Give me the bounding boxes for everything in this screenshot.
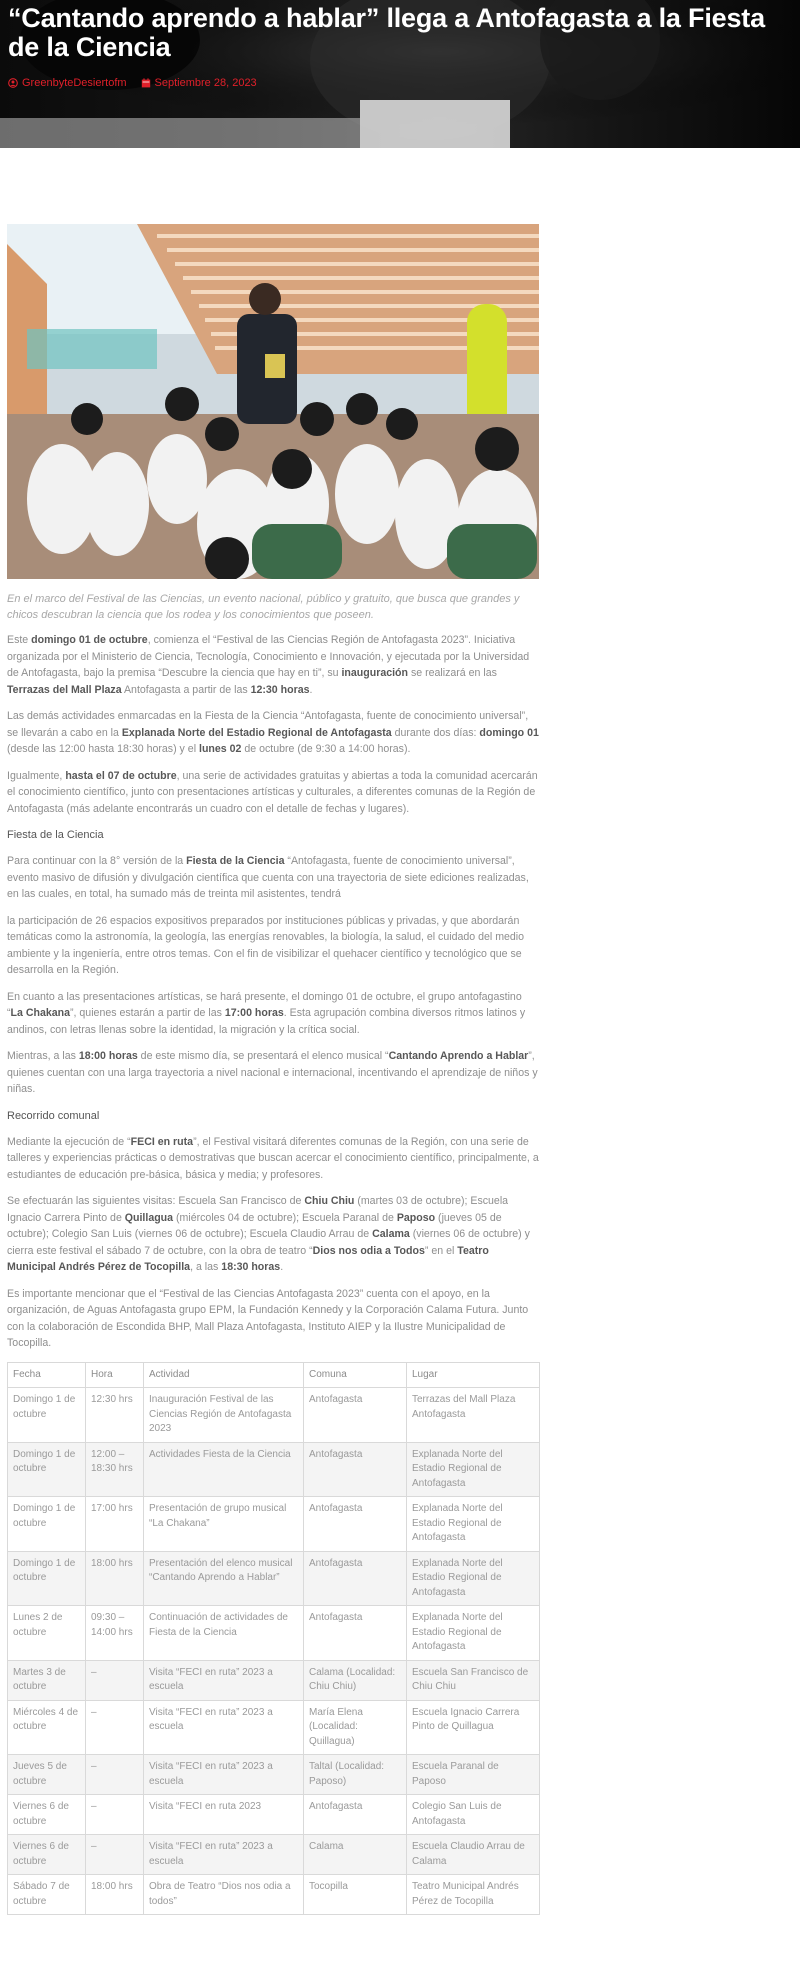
table-row xyxy=(8,1755,540,1795)
cell-lugar: Escuela Paranal de Paposo xyxy=(407,1755,540,1795)
subheading-recorrido: Recorrido comunal xyxy=(7,1109,100,1122)
table-header-row xyxy=(8,1362,540,1388)
bold-text: 12:30 horas xyxy=(250,683,310,696)
author-name: GreenbyteDesiertofm xyxy=(22,77,127,89)
bold-text: FECI en ruta xyxy=(130,1135,194,1148)
bold-text: Fiesta de la Ciencia xyxy=(186,855,285,867)
cell-comuna: Calama xyxy=(304,1835,407,1875)
cell-actividad: Visita “FECI en ruta” 2023 a escuela xyxy=(144,1835,304,1875)
bold-text: Cantando Aprendo a Hablar xyxy=(388,1050,529,1062)
cell-actividad: Presentación del elenco musical “Cantando Aprendo a Hablar” xyxy=(144,1551,304,1606)
cell-lugar: Teatro Municipal Andrés Pérez de Tocopilla xyxy=(407,1875,540,1915)
cell-comuna: Antofagasta xyxy=(304,1497,407,1552)
post-date: Septiembre 28, 2023 xyxy=(154,77,257,89)
cell-hora: – xyxy=(86,1755,144,1795)
paragraph-intro: Este domingo 01 de octubre, comienza el “Festival de las Ciencias Región de Antofagasta 2023”. Iniciativa organizada por el Ministerio de Ciencia, Tecnología, Conocimiento e Innovación, y ejecutada por la Universidad de Antofagasta, bajo la premisa “Descubre la ciencia que hay en ti”, su inauguración se realizará en las Terrazas del Mall Plaza Antofagasta a partir de las 12:30 horas. xyxy=(7,634,530,696)
featured-photo xyxy=(7,224,539,579)
cell-hora: 12:00 – 18:30 hrs xyxy=(86,1442,144,1497)
bold-text: Explanada Norte del Estadio Regional de Antofagasta xyxy=(121,726,392,739)
cell-hora: 18:00 hrs xyxy=(86,1875,144,1915)
cell-fecha: Domingo 1 de octubre xyxy=(8,1497,86,1552)
cell-actividad: Visita “FECI en ruta” 2023 a escuela xyxy=(144,1700,304,1755)
cell-fecha: Sábado 7 de octubre xyxy=(8,1875,86,1915)
cell-fecha: Jueves 5 de octubre xyxy=(8,1755,86,1795)
cell-comuna: Antofagasta xyxy=(304,1551,407,1606)
header-lugar: Lugar xyxy=(407,1362,540,1388)
cell-lugar: Escuela San Francisco de Chiu Chiu xyxy=(407,1660,540,1700)
paragraph-sponsors: Es importante mencionar que el “Festival de las Ciencias Antofagasta 2023” cuenta con el apoyo, en la organización, de Aguas Antofagasta grupo EPM, la Fundación Kennedy y la Corporación Calama Futura. Junto con la colaboración de Escondida BHP, Mall Plaza Antofagasta, Instituto AIEP y la Ilustre Municipalidad de Tocopilla. xyxy=(7,1287,529,1349)
table-row xyxy=(8,1700,540,1755)
cell-lugar: Explanada Norte del Estadio Regional de Antofagasta xyxy=(407,1497,540,1552)
table-row xyxy=(8,1497,540,1552)
paragraph-cantando: Mientras, a las 18:00 horas de este mismo día, se presentará el elenco musical “Cantando Aprendo a Hablar”, quienes cuentan con una larga trayectoria a nivel nacional e internacional, incentivando el aprendizaje de niños y niñas. xyxy=(7,1050,538,1095)
cell-actividad: Presentación de grupo musical “La Chakana” xyxy=(144,1497,304,1552)
bold-text: 18:00 horas xyxy=(78,1050,138,1062)
cell-actividad: Visita “FECI en ruta 2023 xyxy=(144,1795,304,1835)
cell-hora: 09:30 – 14:00 hrs xyxy=(86,1606,144,1661)
table-row xyxy=(8,1795,540,1835)
date-link[interactable] xyxy=(141,77,257,89)
post-meta xyxy=(8,77,271,89)
cell-hora: 18:00 hrs xyxy=(86,1551,144,1606)
cell-fecha: Domingo 1 de octubre xyxy=(8,1551,86,1606)
paragraph-participation: la participación de 26 espacios expositivos preparados por instituciones públicas y privadas, y que abordarán temáticas como la astronomía, la geología, las energías renovables, la biología, la salud, el cuidado del medio ambiente y la ingeniería, entre otros temas. Con el fin de visibilizar el quehacer científico y tecnológico que se desarrolla en la Región. xyxy=(7,914,525,976)
cell-lugar: Explanada Norte del Estadio Regional de Antofagasta xyxy=(407,1606,540,1661)
bold-text: lunes 02 xyxy=(199,743,242,755)
cell-comuna: Antofagasta xyxy=(304,1606,407,1661)
table-row xyxy=(8,1835,540,1875)
cell-fecha: Domingo 1 de octubre xyxy=(8,1442,86,1497)
cell-hora: – xyxy=(86,1835,144,1875)
header-actividad: Actividad xyxy=(144,1362,304,1388)
cell-comuna: Antofagasta xyxy=(304,1442,407,1497)
bold-text: Calama xyxy=(372,1228,410,1240)
header-comuna: Comuna xyxy=(304,1362,407,1388)
bold-text: Chiu Chiu xyxy=(304,1195,355,1207)
cell-hora: 17:00 hrs xyxy=(86,1497,144,1552)
cell-lugar: Terrazas del Mall Plaza Antofagasta xyxy=(407,1388,540,1443)
bold-text: Terrazas del Mall Plaza xyxy=(7,683,122,696)
bold-text: La Chakana xyxy=(10,1007,70,1019)
cell-lugar: Explanada Norte del Estadio Regional de Antofagasta xyxy=(407,1442,540,1497)
cell-lugar: Colegio San Luis de Antofagasta xyxy=(407,1795,540,1835)
bold-text: domingo 01 xyxy=(479,726,539,739)
cell-lugar: Escuela Ignacio Carrera Pinto de Quillagua xyxy=(407,1700,540,1755)
cell-fecha: Lunes 2 de octubre xyxy=(8,1606,86,1661)
cell-actividad: Visita “FECI en ruta” 2023 a escuela xyxy=(144,1660,304,1700)
table-row xyxy=(8,1388,540,1443)
cell-fecha: Viernes 6 de octubre xyxy=(8,1795,86,1835)
table-row xyxy=(8,1442,540,1497)
cell-fecha: Viernes 6 de octubre xyxy=(8,1835,86,1875)
cell-actividad: Visita “FECI en ruta” 2023 a escuela xyxy=(144,1755,304,1795)
article-title: “Cantando aprendo a hablar” llega a Antofagasta a la Fiesta de la Ciencia xyxy=(8,3,765,62)
cell-actividad: Inauguración Festival de las Ciencias Región de Antofagasta 2023 xyxy=(144,1388,304,1443)
bold-text: Teatro Municipal Andrés Pérez de Tocopilla xyxy=(7,1244,489,1273)
cell-lugar: Explanada Norte del Estadio Regional de Antofagasta xyxy=(407,1551,540,1606)
hero-banner xyxy=(0,0,800,148)
subheading-fiesta: Fiesta de la Ciencia xyxy=(7,829,104,841)
cell-comuna: Antofagasta xyxy=(304,1795,407,1835)
cell-comuna: Taltal (Localidad: Paposo) xyxy=(304,1755,407,1795)
cell-hora: – xyxy=(86,1700,144,1755)
cell-actividad: Obra de Teatro “Dios nos odia a todos” xyxy=(144,1875,304,1915)
user-circle-icon xyxy=(8,78,18,88)
cell-hora: – xyxy=(86,1660,144,1700)
bold-text: Quillagua xyxy=(124,1211,174,1224)
cell-fecha: Domingo 1 de octubre xyxy=(8,1388,86,1443)
table-row xyxy=(8,1606,540,1661)
table-row xyxy=(8,1660,540,1700)
bold-text: hasta el 07 de octubre xyxy=(65,769,177,782)
author-link[interactable] xyxy=(8,77,127,89)
cell-lugar: Escuela Claudio Arrau de Calama xyxy=(407,1835,540,1875)
bold-text: inauguración xyxy=(341,667,408,679)
schedule-table-body xyxy=(8,1388,540,1915)
cell-actividad: Continuación de actividades de Fiesta de la Ciencia xyxy=(144,1606,304,1661)
paragraph-chakana: En cuanto a las presentaciones artísticas, se hará presente, el domingo 01 de octubre, el grupo antofagastino “La Chakana”, quienes estarán a partir de las 17:00 horas. Esta agrupación combina diversos ritmos latinos y andinos, con letras llenas sobre la identidad, la migración y la crítica social. xyxy=(7,990,526,1036)
cell-hora: – xyxy=(86,1795,144,1835)
schedule-table xyxy=(7,1362,540,1916)
bold-text: domingo 01 de octubre xyxy=(31,634,148,646)
cell-fecha: Miércoles 4 de octubre xyxy=(8,1700,86,1755)
header-fecha: Fecha xyxy=(8,1362,86,1388)
cell-comuna: Antofagasta xyxy=(304,1388,407,1443)
cell-fecha: Martes 3 de octubre xyxy=(8,1660,86,1700)
paragraph-activities: Las demás actividades enmarcadas en la Fiesta de la Ciencia “Antofagasta, fuente de conocimiento universal”, se llevarán a cabo en la Explanada Norte del Estadio Regional de Antofagasta durante dos días: domingo 01 (desde las 12:00 hasta 18:30 horas) y el lunes 02 de octubre (de 9:30 a 14:00 horas). xyxy=(7,710,539,755)
cell-comuna: María Elena (Localidad: Quillagua) xyxy=(304,1700,407,1755)
photo-caption: En el marco del Festival de las Ciencias, un evento nacional, público y gratuito, que busca que grandes y chicos descubran la ciencia que los rodea y los conocimientos que poseen. xyxy=(7,593,520,621)
table-row xyxy=(8,1875,540,1915)
paragraph-feci-en-ruta: Mediante la ejecución de “FECI en ruta”, el Festival visitará diferentes comunas de la Región, con una serie de talleres y experiencias prácticas o demostrativas que buscan acercar el conocimiento científico, principalmente, a estudiantes de educación pre-básica, básica y media; y profesores. xyxy=(7,1135,539,1181)
bold-text: Dios nos odia a Todos xyxy=(312,1244,425,1257)
header-hora: Hora xyxy=(86,1362,144,1388)
bold-text: 17:00 horas xyxy=(224,1007,284,1019)
paragraph-visits: Se efectuarán las siguientes visitas: Escuela San Francisco de Chiu Chiu (martes 03 de octubre); Escuela Ignacio Carrera Pinto de Quillagua (miércoles 04 de octubre); Escuela Paranal de Paposo (jueves 05 de octubre); Colegio San Luis (viernes 06 de octubre); Escuela Claudio Arrau de Calama (viernes 06 de octubre) y cierra este festival el sábado 7 de octubre, con la obra de teatro “Dios nos odia a Todos” en el Teatro Municipal Andrés Pérez de Tocopilla, a las 18:30 horas. xyxy=(7,1195,530,1273)
cell-comuna: Calama (Localidad: Chiu Chiu) xyxy=(304,1660,407,1700)
cell-actividad: Actividades Fiesta de la Ciencia xyxy=(144,1442,304,1497)
calendar-icon xyxy=(141,78,151,88)
cell-comuna: Tocopilla xyxy=(304,1875,407,1915)
bold-text: Paposo xyxy=(396,1211,436,1224)
cell-hora: 12:30 hrs xyxy=(86,1388,144,1443)
table-row xyxy=(8,1551,540,1606)
article-body xyxy=(7,224,539,1915)
paragraph-until-october: Igualmente, hasta el 07 de octubre, una serie de actividades gratuitas y abiertas a toda la comunidad acercarán el conocimiento científico, junto con presentaciones artísticas y culturales, a diferentes comunas de la Región de Antofagasta (más adelante encontrarás un cuadro con el detalle de fechas y lugares). xyxy=(7,769,538,815)
bold-text: 18:30 horas xyxy=(221,1261,281,1273)
paragraph-edition: Para continuar con la 8° versión de la Fiesta de la Ciencia “Antofagasta, fuente de conocimiento universal”, evento masivo de difusión y divulgación científica que cuenta con una trayectoria de siete ediciones realizadas, en las cuales, en total, ha sumado más de treinta mil asistentes, tendrá xyxy=(7,855,529,900)
